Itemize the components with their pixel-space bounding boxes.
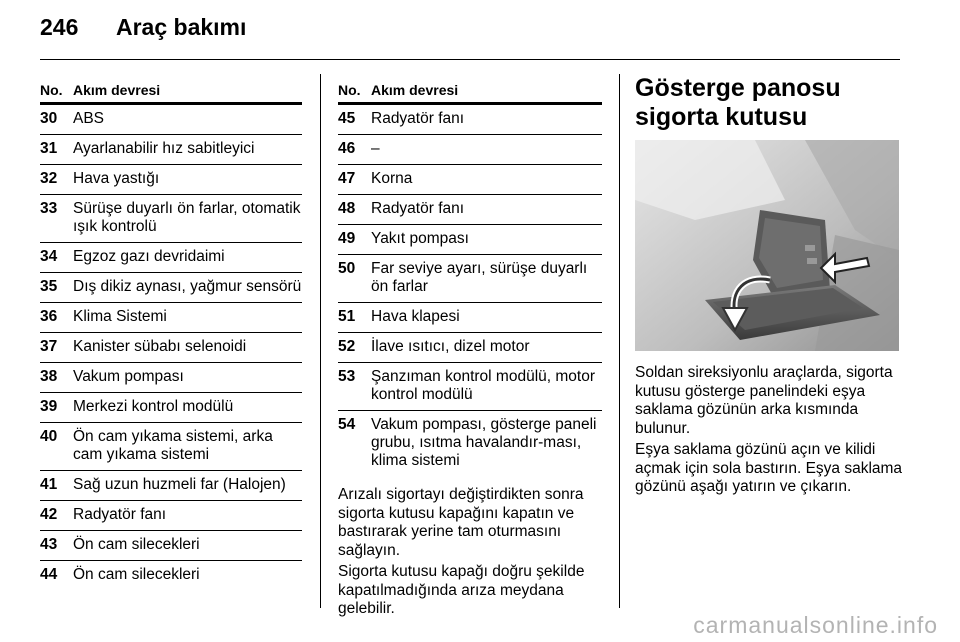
fuse-circuit: Sürüşe duyarlı ön farlar, otomatik ışık kontrolü — [73, 200, 301, 235]
fuse-number: 36 — [40, 308, 58, 325]
page-number: 246 — [40, 14, 79, 40]
fuse-number: 40 — [40, 428, 58, 445]
fuse-number: 31 — [40, 140, 58, 157]
fuse-circuit: Korna — [371, 170, 413, 187]
table-row — [40, 393, 302, 423]
fuse-number: 34 — [40, 248, 58, 265]
table-row — [338, 195, 602, 225]
table-row — [40, 195, 302, 243]
paragraph: Arızalı sigortayı değiştirdikten sonra sigorta kutusu kapağını kapatın ve bastırarak yerine tam oturmasını sağlayın. — [338, 486, 584, 559]
header-circuit: Akım devresi — [371, 82, 459, 98]
fuse-circuit: Şanzıman kontrol modülü, motor kontrol modülü — [371, 368, 595, 403]
page-title: Araç bakımı — [116, 14, 247, 40]
fuse-number: 48 — [338, 200, 356, 217]
table-row — [338, 255, 602, 303]
table-row — [40, 243, 302, 273]
fuse-number: 35 — [40, 278, 58, 295]
table-row — [40, 105, 302, 135]
fuse-circuit: Far seviye ayarı, sürüşe duyarlı ön farlar — [371, 260, 588, 295]
header-no: No. — [40, 82, 63, 98]
fuse-circuit: Vakum pompası — [73, 368, 184, 385]
table-row — [40, 423, 302, 471]
header-rule — [40, 59, 900, 60]
header-no: No. — [338, 82, 361, 98]
fuse-circuit: Ön cam yıkama sistemi, arka cam yıkama sistemi — [73, 428, 273, 463]
fuse-number: 44 — [40, 566, 58, 583]
fuse-number: 45 — [338, 110, 356, 127]
table-row — [40, 531, 302, 561]
fuse-number: 42 — [40, 506, 58, 523]
fuse-circuit: Merkezi kontrol modülü — [73, 398, 234, 415]
replacement-note — [338, 486, 602, 619]
fuse-circuit: ABS — [73, 110, 105, 127]
fuse-circuit: Dış dikiz aynası, yağmur sensörü — [73, 278, 302, 295]
table-row — [40, 561, 302, 590]
fuse-number: 43 — [40, 536, 58, 553]
fuse-circuit: Radyatör fanı — [371, 110, 465, 127]
table-row — [338, 225, 602, 255]
fuse-number: 30 — [40, 110, 58, 127]
fuse-circuit: Yakıt pompası — [371, 230, 469, 247]
fuse-circuit: Sağ uzun huzmeli far (Halojen) — [73, 476, 286, 493]
fuse-circuit: Hava klapesi — [371, 308, 460, 325]
section-body — [635, 364, 905, 497]
fuse-number: 50 — [338, 260, 356, 277]
table-row — [338, 105, 602, 135]
table-row — [40, 135, 302, 165]
fuse-number: 32 — [40, 170, 58, 187]
table-row — [338, 333, 602, 363]
header-circuit: Akım devresi — [73, 82, 161, 98]
column-divider — [320, 74, 321, 608]
fuse-number: 46 — [338, 140, 356, 157]
fuse-number: 54 — [338, 416, 356, 433]
table-header — [40, 74, 302, 105]
fuse-circuit: Vakum pompası, gösterge paneli grubu, ısıtma havalandır-ması, klima sistemi — [371, 416, 597, 469]
fuse-number: 53 — [338, 368, 356, 385]
instrument-panel-section — [635, 74, 905, 497]
section-title: Gösterge panosu sigorta kutusu — [635, 74, 841, 131]
fuse-number: 39 — [40, 398, 58, 415]
paragraph: Sigorta kutusu kapağı doğru şekilde kapatılmadığında arıza meydana gelebilir. — [338, 563, 585, 617]
table-row — [338, 303, 602, 333]
fuse-circuit: Radyatör fanı — [73, 506, 167, 523]
table-row — [40, 363, 302, 393]
fuse-circuit: Ön cam silecekleri — [73, 536, 200, 553]
fuse-circuit: Hava yastığı — [73, 170, 160, 187]
column-divider — [619, 74, 620, 608]
fuse-circuit: İlave ısıtıcı, dizel motor — [371, 338, 530, 355]
fuse-number: 37 — [40, 338, 58, 355]
fuse-box-illustration — [635, 140, 899, 351]
fuse-box-photo — [635, 140, 899, 351]
table-row — [338, 165, 602, 195]
fuse-number: 33 — [40, 200, 58, 217]
watermark: carmanualsonline.info — [693, 612, 938, 638]
fuse-circuit: Kanister sübabı selenoidi — [73, 338, 247, 355]
table-row — [338, 135, 602, 165]
fuse-circuit: – — [371, 140, 380, 157]
fuse-number: 49 — [338, 230, 356, 247]
fuse-table-right — [338, 74, 602, 619]
table-row — [40, 333, 302, 363]
fuse-number: 41 — [40, 476, 58, 493]
fuse-number: 52 — [338, 338, 356, 355]
table-header — [338, 74, 602, 105]
table-row — [40, 501, 302, 531]
table-row — [40, 303, 302, 333]
fuse-number: 38 — [40, 368, 58, 385]
fuse-number: 47 — [338, 170, 356, 187]
table-row — [40, 273, 302, 303]
fuse-table-left — [40, 74, 302, 590]
fuse-number: 51 — [338, 308, 356, 325]
fuse-circuit: Ön cam silecekleri — [73, 566, 200, 583]
fuse-circuit: Radyatör fanı — [371, 200, 465, 217]
fuse-circuit: Egzoz gazı devridaimi — [73, 248, 225, 265]
fuse-circuit: Ayarlanabilir hız sabitleyici — [73, 140, 255, 157]
paragraph: Eşya saklama gözünü açın ve kilidi açmak için sola bastırın. Eşya saklama gözünü aşağı yatırın ve çıkarın. — [635, 441, 903, 495]
table-row — [338, 363, 602, 411]
table-row — [338, 411, 602, 476]
table-row — [40, 471, 302, 501]
paragraph: Soldan sireksiyonlu araçlarda, sigorta kutusu gösterge panelindeki eşya saklama gözünün arka kısmında bulunur. — [635, 364, 893, 437]
table-row — [40, 165, 302, 195]
fuse-circuit: Klima Sistemi — [73, 308, 167, 325]
